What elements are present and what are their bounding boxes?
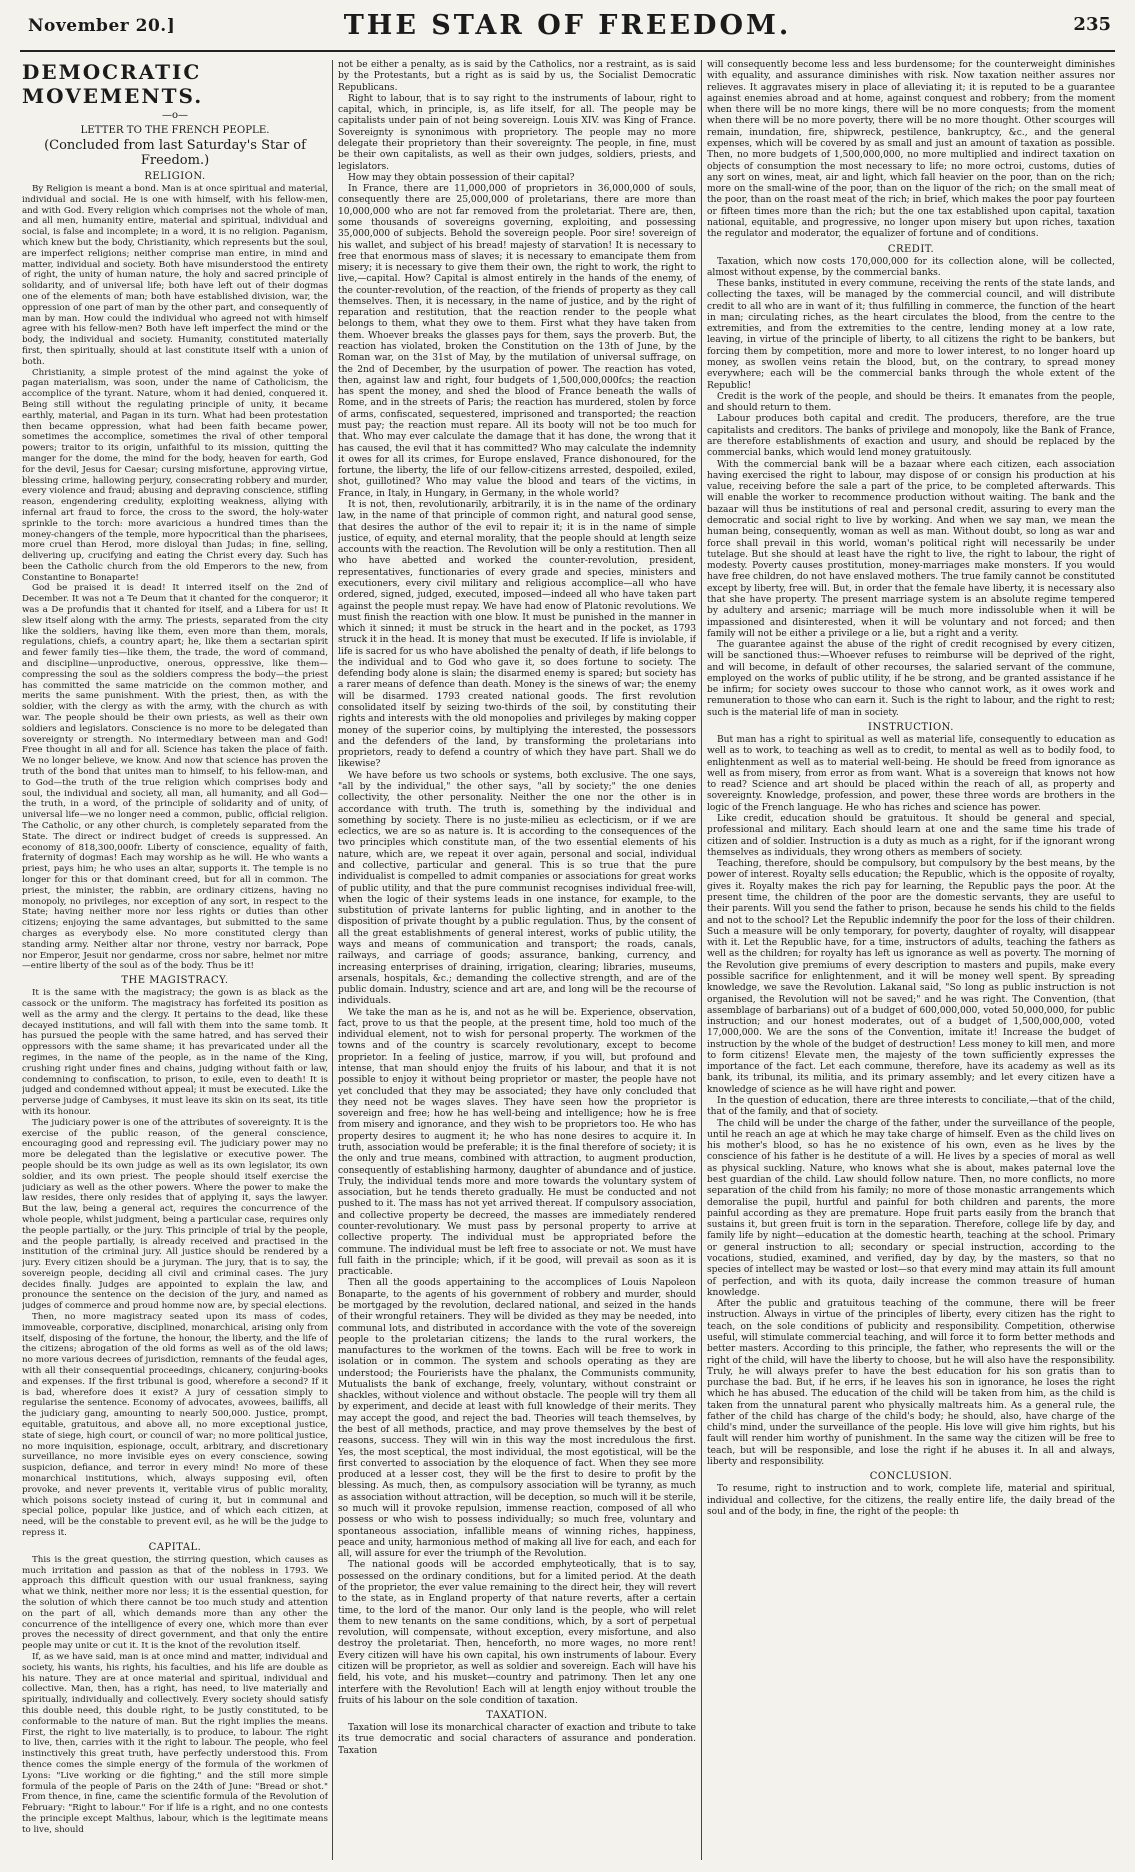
- paragraph: By Religion is meant a bond. Man is at once spiritual and material, individual and social. He is one with himself, with his fellow-men, and with God. Every religion which comprises not the whole of man, and all men, humanity entire, material and spiritual, individual and social, is false and incomplete; in a word, it is no religion. Paganism, which knew but the body, Christianity, which represents but the soul, are imperfect religions; neither comprise man entire, in mind and matter, individual and society. Both have misunderstood the entirety of right, the unity of human nature, the holy and sacred principle of solidarity, and of universal life; both have left out of their dogmas one of the elements of man; both have established division, war, the oppression of one part of man by the other part, and consequently of man by man. How could the individual who agreed not with himself agree with his fellow-men? Both have left imperfect the mind or the body, the individual and society. Humanity, constituted materially first, then spiritually, should at last constitute itself with a union of both.: [22, 184, 328, 367]
- paragraph: After the public and gratuitous teaching of the commune, there will be freer instruction. Always in virtue of the principles of liberty, every citizen has the right to teach, on the sole conditions of publicity and responsibility. Competition, otherwise useful, will stimulate commercial teaching, and will force it to form better methods and better masters. According to this principle, the father, who represents the will or the right of the child, will have the liberty to choose, but he will also have the responsibility. Truly, he will always prefer to have the best education for his son gratis than to purchase the bad. But, if he errs, if he leaves his son in ignorance, he loses the right which he has abused. The education of the child will be taken from him, as the child is taken from the unnatural parent who physically maltreats him. As a general rule, the father of the child has charge of the child's body; he should, also, have charge of the child's mind, under the surveillance of the people. His love will give him rights, but his fault will render him worthy of punishment. In the same way the citizen will be free to teach, but will be responsible, and lose the right if he abuses it. In all and always, liberty and responsibility.: [707, 1299, 1115, 1468]
- heading-credit: CREDIT.: [887, 243, 935, 255]
- paragraph: But man has a right to spiritual as well as material life, consequently to education as well as to work, to teaching as well as to credit, to mental as well as to bodily food, to enlightenment as well as to material well-being. He should be freed from ignorance as well as from misery, from error as from want. What is a sovereign that knows not how to read? Science and art should be placed within the reach of all, as property and sovereignty. Knowledge, profession, and power, these three words are brothers in the logic of the French language. He who has riches and science has power.: [707, 735, 1115, 813]
- column-divider: [332, 60, 333, 1860]
- paragraph: Teaching, therefore, should be compulsory, but compulsory by the best means, by the power of interest. Royalty sells education; the Republic, which is the opposite of royalty, gives it. Royalty makes the rich pay for learning, the Republic pays the poor. At the present time, the children of the poor are the domestic servants, they are useful to their parents. Will you send the father to prison, because he sends his child to the fields and not to the school? Let the Republic indemnify the poor for the loss of their children. Such a measure will be only temporary, for poverty, daughter of royalty, will disappear with it. Let the Republic have, for a time, instructors of adults, teaching the fathers as well as the children; for royalty has left us ignorance as well as poverty. The morning of the Revolution give premiums of every description to masters and pupils, make every possible sacrifice for enlightenment, and it will be money well spent. By spreading knowledge, we save the Revolution. Lakanal said, "So long as public instruction is not organised, the Revolution will not be saved;" and he was right. The Convention, (that assemblage of barbarians) out of a budget of 600,000,000, voted 50,000,000, for public instruction; and our honest moderates, out of a budget of 1,500,000,000, voted 17,000,000. We are the sons of the Convention, imitate it! Increase the budget of instruction by the whole of the budget of destruction! Less money to kill men, and more to form citizens! Elevate men, the majesty of the town sufficiently expresses the importance of the fact. Let each commune, therefore, have its academy as well as its bank, its tribunal, its militia, and its primary assembly; and let every citizen have a knowledge of science as he will have right and power.: [707, 859, 1115, 1095]
- paragraph: Like credit, education should be gratuitous. It should be general and special, professional and military. Each should learn at one and the same time his trade of citizen and of soldier. Instruction is a duty as much as a right, for if the ignorant wrong themselves as individuals, they wrong others as members of society.: [707, 814, 1115, 858]
- paragraph: With the commercial bank will be a bazaar where each citizen, each association having exercised the right to labour, may dispose of or consign his production at his value, receiving before the sale a part of the price, to be completed afterwards. This will enable the worker to recommence production without waiting. The bank and the bazaar will thus be institutions of real and personal credit, assuring to every man the democratic and social right to live by working. And when we say man, we mean the human being, consequently, woman as well as man. Without doubt, so long as war and force shall prevail in this world, woman's political right will necessarily be under tutelage. But she should at least have the right to live, the right to labour, the right of modesty. Poverty causes prostitution, money-marriages make monsters. If you would have free children, do not have enslaved mothers. The true family cannot be constituted except by liberty, free will. But, in order that the female have liberty, it is necessary also that she have property. The present marriage system is an absolute regime tempered by adultery and arsenic; marriage will be much more indissoluble when it will be impassioned and disinterested, when it will be voluntary and not forced; and then family will not be either a privilege or a lie, but a right and a verity.: [707, 459, 1115, 639]
- paragraph: To resume, right to instruction and to work, complete life, material and spiritual, individual and collective, for the citizens, the really entire life, the daily bread of the soul and of the body, in fine, the right of the people: th: [707, 1484, 1115, 1517]
- column-3: [707, 60, 1115, 1860]
- header-rule: [20, 50, 1115, 52]
- paragraph: The guarantee against the abuse of the right of credit recognised by every citizen, will be sanctioned thus:—Whoever refuses to reimburse will be deprived of the right, and will become, in default of other recourses, the salaried servant of the commune, employed on the works of public utility, if he be strong, and be granted assistance if he be infirm; for society owes succour to those who cannot work, as it owes work and remuneration to those who can earn it. Such is the right to labour, and the right to rest; such is the material life of man in society.: [707, 640, 1115, 718]
- paragraph: Right to labour, that is to say right to the instruments of labour, right to capital, which, in principle, is, as life itself, for all. The people may be capitalists under pain of not being sovereign. Louis XIV. was King of France. Sovereignty is synonimous with proprietory. The people may no more delegate their proprietory than their sovereignty. The people, in fine, must be their own capitalists, as well as their own judges, soldiers, priests, and legislators.: [338, 93, 696, 172]
- paragraph: We take the man as he is, and not as he will be. Experience, observation, fact, prove to us that the people, at the present time, hold too much of the individual element, not to wish for personal property. The workmen of the towns and of the country is scarcely revolutionary, except to become proprietor. In a feeling of justice, marrow, if you will, but profound and intense, that man should enjoy the fruits of his labour, and that it is not possible to enjoy it without being proprietor or master, the people have not yet concluded that they may be associated; they have only concluded that they need not be wages slaves. They have seen how the proprietor is sovereign and free; how he has well-being and intelligence; how he is free from misery and ignorance, and they wish to be proprietors too. He who has property desires to augment it; he who has none desires to acquire it. In truth, association would be preferable; it is the final therefore of society; it is the only and true means, combined with attraction, to augment production, consequently of establishing harmony, daughter of abundance and of justice. Truly, the individual tends more and more towards the voluntary system of association, but he tends thereto gradually. He must be conducted and not pushed to it. The mass has not yet arrived thereat. If compulsory association, and collective property be decreed, the masses are immediately rendered counter-revolutionary. We must pass by personal property to arrive at collective property. The individual must be appropriated before the commune. The individual must be left free to associate or not. We must have full faith in the principle; which, if it be good, will prevail as soon as it is practicable.: [338, 1007, 696, 1278]
- paragraph: Then, no more magistracy seated upon its mass of codes, immoveable, corporative, disciplined, monarchical, arising only from itself, disposing of the fortune, the honour, the liberty, and the life of the citizens; abrogation of the old forms as well as of the old laws; no more various decrees of jurisdiction, remnants of the feudal ages, with all their consequential proceedings, chicanery, conjuring-books and expenses. If the first tribunal is good, wherefore a second? If it is bad, wherefore does it exist? A jury of cessation simply to regularise the sentence. Economy of advocates, avowees, bailiffs, all the judiciary gang, amounting to nearly 500,000. Justice, prompt, equitable, gratuitous, and above all, no more exceptional justice, state of siege, high court, or council of war; no more political justice, no more inquisition, espionage, occult, arbitrary, and discretionary surveillance, no more invisible eyes on every conscience, sowing suspicion, defiance, and terror in every mind! No more of these monarchical institutions, which, always supposing evil, often provoke, and never prevents it, veritable virus of public morality, which poisons society instead of curing it, but in communal and special police, popular like justice, and of which each citizen, at need, will be the constable to prevent evil, as he will be the judge to repress it.: [22, 1312, 328, 1539]
- letter-subtitle: (Concluded from last Saturday's Star of Freedom.): [44, 138, 306, 168]
- paragraph: The judiciary power is one of the attributes of sovereignty. It is the exercise of the public reason, of the general conscience, encouraging good and repressing evil. The judiciary power may no more be delegated than the legislative or executive power. The people should be its own judge as well as its own legislator, its own soldier, and its own priest. The people should itself exercise the judiciary as well as the other powers. Where the power to make the law resides, there only resides that of applying it, says the lawyer. But the law, being a general act, requires the concurrence of the whole people, whilst judgment, being a particular case, requires only the people partially, or the jury. This principle of trial by the people, and the people partially, is already received and practised in the institution of the criminal jury. All justice should be rendered by a jury. Every citizen should be a juryman. The jury, that is to say, the sovereign people, deciding all civil and criminal cases. The jury decides finally. Judges are appointed to explain the law, and pronounce the sentence on the decision of the jury, and named as judges of commerce and proud homme now are, by special elections.: [22, 1117, 328, 1312]
- issue-date: November 20.]: [28, 16, 176, 36]
- paragraph: We have before us two schools or systems, both exclusive. The one says, "all by the individual," the other says, "all by society;" the one denies collectivity, the other personality. Neither the one nor the other is in accordance with truth. The truth is, something by the individual and something by society. There is no juste-milieu as eclecticism, or if we are eclectics, we are so as nature is. It is according to the consequences of the two principles which constitute man, of the two essential elements of his nature, which are, we repeat it over again, personal and social, individual and collective, particular and general. This is so true that the pure individualist is compelled to admit companies or associations for great works of public utility, and that the pure communist recognises individual free-will, when the logic of their systems leads in one instance, for example, to the substitution of private lanterns for public lighting, and in another to the disposition of private thought by a public regulation. Thus, by the consent of all the great establishments of general interest, works of public utility, the ways and means of communication and transport; the roads, canals, railways, and carriage of goods; assurance, banking, currency, and increasing enterprises of draining, irrigation, clearing; libraries, museums, arsenals, hospitals, &c.; demanding the collective strength, and are of the public domain. Industry, science and art are, and long will be the recourse of individuals.: [338, 770, 696, 1007]
- paragraph: God be praised it is dead! It interred itself on the 2nd of December. It was not a Te Deum that it chanted for the conqueror; it was a De profundis that it chanted for itself, and a Libera for us! It slew itself along with the army. The priests, separated from the city like the soldiers, having like them, even more than them, morals, regulations, chiefs, a country apart; he, like them a sectarian spirit and fewer family ties—like them, the trade, the word of command, and discipline—unproductive, onerous, oppressive, like them—compressing the soul as the soldiers compress the body—the priest has committed the same matricide on the common mother, and merits the same punishment. With the priest, then, as with the soldier, with the clergy as with the army, with the church as with war. The people should be their own priests, as well as their own soldiers and legislators. Conscience is no more to be delegated than sovereignty or strength. No intermediary between man and God! Free thought in all and for all. Science has taken the place of faith. We no longer believe, we know. And now that science has proven the truth of the bond that unites man to himself, to his fellow-man, and to God—the truth of the true religion which comprises body and soul, the individual and society, all man, all humanity, and all God—the truth, in a word, of the principle of solidarity and of unity, of universal life—we no longer need a common, public, official religion. The Catholic, or any other church, is completely separated from the State. The direct or indirect budget of creeds is suppressed. An economy of 818,300,000fr. Liberty of conscience, equality of faith, fraternity of dogmas! Each may worship as he will. He who wants a priest, pays him; he who uses an altar, supports it. The temple is no longer for this or that dominant creed, but for all in common. The priest, the minister, the rabbin, are ordinary citizens, having no monopoly, no privileges, nor exception of any sort, in respect to the State; having neither more nor less rights or duties than other citizens; enjoying the same advantages, but submitted to the same charges as everybody else. No more constituted clergy than standing army. Neither altar nor throne, vestry nor barrack, Pope nor Emperor, Jesuit nor gendarme, cross nor sabre, helmet nor mitre—entire liberty of the soul as of the body. Thus be it!: [22, 583, 328, 972]
- paragraph: These banks, instituted in every commune, receiving the rents of the state lands, and collecting the taxes, will be managed by the commercial council, and will distribute credit to all who are in want of it; thus fulfilling in commerce, the function of the heart in man; circulating riches, as the heart circulates the blood, from the centre to the extremities, and from the extremities to the centre, lending money at a low rate, leaving, in virtue of the principle of liberty, to all citizens the right to be bankers, but forcing them by competition, more and more to lower interest, to no longer hoard up money, as swollen veins retain the blood, but, on the contrary, to spread money everywhere; each will be the commercial banks through the whole extent of the Republic!: [707, 279, 1115, 391]
- paragraph: It is the same with the magistracy; the gown is as black as the cassock or the uniform. The magistracy has forfeited its position as well as the army and the clergy. It pertains to the dead, like these decayed institutions, and will fall with them into the same tomb. It has pursued the people with the same hatred, and has served their oppressors with the same shame; it has prevaricated under all the regimes, in the name of the people, as in the name of the King, crushing right under fines and chains, judging without faith or law, condemning to confiscation, to prison, to exile, even to death! It is judged and condemned without appeal; it must be executed. Like the perverse judge of Cambyses, it must leave its skin on its seat, its title with its honour.: [22, 988, 328, 1117]
- letter-title: LETTER TO THE FRENCH PEOPLE.: [80, 125, 270, 136]
- paragraph: This is the great question, the stirring question, which causes as much irritation and passion as that of the nobless in 1793. We approach this difficult question with our usual frankness, saying what we think, neither more nor less; it is the essential question, for the solution of which there cannot be too much study and attention on the part of all, which demands more than any other the concurrence of the intelligence of every one, which more than ever proves the necessity of direct government, and that only the entire people may unite or cut it. It is the knot of the revolution itself.: [22, 1554, 328, 1652]
- heading-taxation: TAXATION.: [486, 1710, 548, 1722]
- paragraph: Taxation, which now costs 170,000,000 for its collection alone, will be collected, almost without expense, by the commercial banks.: [707, 256, 1115, 278]
- paragraph: In the question of education, there are three interests to conciliate,—that of the child, that of the family, and that of society.: [707, 1096, 1115, 1118]
- heading-conclusion: CONCLUSION.: [869, 1471, 953, 1483]
- paragraph: Christianity, a simple protest of the mind against the yoke of pagan materialism, was soon, under the name of Catholicism, the accomplice of the tyrant. Nature, whom it had denied, conquered it. Being still without the regulating principle of unity, it became earthly, material, and Pagan in its turn. What had been protestation then became oppression, what had been faith became power, sometimes the accomplice, sometimes the rival of other temporal powers; traitor to its origin, unfaithful to its mission, quitting the manger for the dome, the mind for the body, heaven for earth, God for the devil, Jesus for Caesar; cursing misfortune, approving virtue, blessing crime, hallowing perjury, consecrating robbery and murder, every violence and fraud; abusing and depraving conscience, stifling reason, engendering credulity, exploiting weakness, allying with infernal art fraud to force, the cross to the sword, the holy-water sprinkle to the torch: more avaricious a hundred times than the money-changers of the temple, more hypocritical than the pharisees, more cruel than Herod, more disloyal than Judas; in fine, selling, delivering up, crucifying and eating the Christ every day. Such has been the Catholic church from the old Emperors to the new, from Constantine to Bonaparte!: [22, 367, 328, 583]
- paragraph: not be either a penalty, as is said by the Catholics, nor a restraint, as is said by the Protestants, but a right as is said by us, the Socialist Democratic Republicans.: [338, 60, 696, 93]
- paragraph: Labour produces both capital and credit. The producers, therefore, are the true capitalists and creditors. The banks of privilege and monopoly, like the Bank of France, are therefore establishments of exaction and usury, and should be replaced by the commercial banks, which would lend money gratuitously.: [707, 414, 1115, 459]
- paragraph: Credit is the work of the people, and should be theirs. It emanates from the people, and should return to them.: [707, 391, 1115, 414]
- paragraph: In France, there are 11,000,000 of proprietors in 36,000,000 of souls, consequently there are 25,000,000 of proletarians, there are more than 10,000,000 who are not far removed from the proletariat. There are, then, some thousands of sovereigns governing, exploiting, and possessing 35,000,000 of subjects. Behold the sovereign people. Poor sire! sovereign of his wallet, and subject of his bread! majesty of starvation! It is necessary to free that enormous mass of slaves; it is necessary to emancipate them from misery; it is necessary to give them their own, the right to work, the right to live,—capital. How? Capital is almost entirely in the hands of the enemy, of the counter-revolution, of the reaction, of the friends of property as they call themselves. Then, it is necessary, in the name of justice, and by the right of reparation and restitution, that the reaction render to the people what belongs to them, what they owe to them. First what they have taken from them. Whoever breaks the glasses pays for them, says the proverb. But, the reaction has violated, broken the Constitution on the 13th of June, by the Roman war, on the 31st of May, by the mutilation of universal suffrage, on the 2nd of December, by the usurpation of power. The reaction has voted, then, against law and right, four budgets of 1,500,000,000fcs; the reaction has spent the money, and shed the blood of France beneath the walls of Rome, and in the streets of Paris; the reaction has murdered, stolen by force of arms, confiscated, sequestered, imprisoned and transported; the reaction must pay; the reaction must repare. All its booty will not be too much for that. Who may ever calculate the damage that it has done, the wrong that it has caused, the evil that it has committed? Who may calculate the indemnity it owes for all its crimes, for Europe enslaved, France dishonoured, for the fortune, the liberty, the life of our fellow-citizens arrested, despoiled, exiled, shot, guillotined? Who may value the blood and tears of the victims, in France, in Italy, in Hungary, in Germany, in the whole world?: [338, 184, 696, 499]
- paragraph: The national goods will be accorded emphyteotically, that is to say, possessed on the ordinary conditions, but for a limited period. At the death of the proprietor, the ever value remaining to the direct heir, they will revert to the state, as in England property of that nature reverts, after a certain time, to the lord of the manor. Our only land is the people, who will relet them to new tenants on the same conditions, which, by a sort of perpetual revolution, will compensate, without exception, every misfortune, and also destroy the proletariat. Then, henceforth, no more wages, no more rent! Every citizen will have his own capital, his own instruments of labour. Every citizen will be proprietor, as well as soldier and sovereign. Each will have his field, his vote, and his musket—country and patrimony. Then let any one interfere with the Revolution! Each will at length enjoy without trouble the fruits of his labour on the sole condition of taxation.: [338, 1560, 696, 1706]
- masthead-title: THE STAR OF FREEDOM.: [343, 10, 792, 41]
- heading-instruction: INSTRUCTION.: [868, 722, 954, 734]
- heading-capital: CAPITAL.: [148, 1541, 202, 1553]
- paragraph: will consequently become less and less burdensome; for the counterweight diminishes with equality, and assurance diminishes with risk. Now taxation neither assures nor relieves. It aggravates misery in place of alleviating it; it is reputed to be a guarantee against enemies abroad and at home, against conquest and robbery; from the moment when there will be no more kings, there will be no more conquests; from the moment when there will be no more poverty, there will be no more thought. Other scourges will remain, inundation, fire, shipwreck, pestilence, bankruptcy, &c., and the general expenses, which will be covered by as small and just an amount of taxation as possible. Then, no more budgets of 1,500,000,000, no more multiplied and indirect taxation on objects of consumption the most necessary to life; no more octroi, customs, duties of any sort on wines, meat, air and light, which fall heavier on the poor, than on the rich; more on the small-wine of the poor, than on the liquor of the rich; on the small meat of the poor, than on the roast meat of the rich; in brief, which makes the poor pay fourteen or fifteen times more than the rich; but the one tax established upon capital, taxation national, equitable, and progressive, no longer upon misery but upon riches, taxation the regulator and moderator, the equalizer of fortune and of conditions.: [707, 60, 1115, 240]
- paragraph: How may they obtain possession of their capital?: [348, 172, 575, 183]
- page-header: [20, 10, 1115, 46]
- paragraph: If, as we have said, man is at once mind and matter, individual and society, his wants, his rights, his faculties, and his life are double as his nature. They are at once material and spiritual, individual and collective. Man, then, has a right, has need, to live materially and spiritually, individually and collectively. Every society should satisfy this double need, this double right, to be justly constituted, to be conformable to the nature of man. But the right implies the means. First, the right to live materially, is to produce, to labour. The right to live, then, carries with it the right to labour. The people, who feel instinctively this great truth, have perfectly understood this. From thence comes the simple energy of the formula of the workmen of Lyons: "Live working or die fighting," and the still more simple formula of the people of Paris on the 24th of June: "Bread or shot." From thence, in fine, came the scientific formula of the Revolution of February: "Right to labour." For if life is a right, and no one contests the principle except Malthus, labour, which is the legitimate means to live, should: [22, 1651, 328, 1835]
- column-divider: [701, 60, 702, 1860]
- section-ornament: —o—: [161, 110, 189, 121]
- section-title: DEMOCRATIC MOVEMENTS.: [22, 60, 204, 108]
- paragraph: It is not, then, revolutionarily, arbitrarily, it is in the name of the ordinary law, in the name of that principle of common right, and natural good sense, that desires the author of the evil to repair it; it is in the name of simple justice, of equity, and eternal morality, that the people should at length seize accounts with the reaction. The Revolution will be only a restitution. Then all who have abetted and worked the counter-revolution, president, representatives, functionaries of every grade and species, ministers and executioners, every civil military and religious accomplice—all who have ordered, signed, judged, executed, imposed—indeed all who have taken part against the people must repay. We have had enow of Platonic revolutions. We must finish the reaction with one blow. It must be punished in the manner in which it sinned; it must be struck in the heart and in the pocket, as 1793 struck it in the head. It is money that must be executed. If life is inviolable, if life is sacred for us who have abolished the penalty of death, if life belongs to the individual and to God who gave it, so does fortune to society. The defending body alone is slain; the disarmed enemy is spared; but society has a rarer means of defence than death. Money is the sinews of war; the enemy will be disarmed. 1793 created national goods. The first revolution consolidated itself by seizing two-thirds of the soil, by constituting their rights and interests with the old monopolies and privileges by making copper money of the superior coins, by multiplying the interested, the possessors and the defenders of the land, by transforming the proletarians into proprietors, ready to defend a country of which they have part. Shall we do likewise?: [338, 499, 696, 770]
- paragraph: Then all the goods appertaining to the accomplices of Louis Napoleon Bonaparte, to the agents of his government of robbery and murder, should be mortgaged by the revolution, declared national, and seized in the hands of their wrongful retainers. They will be divided as they may be needed, into communal lots, and distributed in accordance with the vote of the sovereign people to the proletarian citizens; the lands to the rural workers, the manufactures to the workmen of the towns. Each will be free to work in isolation or in common. The system and schools operating as they are understood; the Fourierists have the phalanx, the Communists community, Mutualists the bank of exchange, freely, voluntary, without constraint or shackles, without violence and without obstacle. The people will try them all by experiment, and decide at least with full knowledge of their merits. They may accept the good, and reject the bad. Theories will teach themselves, by the best of all methods, practice, and may prove themselves by the best of reasons, success. They will win in this way the most incredulous the first. Yes, the most sceptical, the most individual, the most egotistical, will be the first converted to association by the eloquence of fact. When they see more produced at a lesser cost, they will be the first to desire to profit by the blessing. As much, then, as compulsory association will be tyranny, as much as association without attraction, will be deception, so much will it be sterile, so much will it provoke repulsion, immense reaction, composed of all who possess or who wish to possess individually; so much free, voluntary and spontaneous association, infallible means of winning riches, happiness, peace and unity, harmonious method of making all live for each, and each for all, will assure for ever the triumph of the Revolution.: [338, 1278, 696, 1560]
- column-2: [338, 60, 696, 1860]
- heading-magistracy: THE MAGISTRACY.: [121, 975, 229, 987]
- column-1: [22, 60, 328, 1860]
- page-number: 235: [1073, 14, 1111, 35]
- paragraph: The child will be under the charge of the father, under the surveillance of the people, until he reach an age at which he may take charge of himself. Even as the child lives on his mother's blood, so has he no existence of his own, even as he lives by the conscience of his father is he destitute of a will. He lives by a species of moral as well as physical suckling. Nature, who knows what she is about, makes paternal love the best guardian of the child. Law should follow nature. Then, no more conflicts, no more separation of the child from his family; no more of those monastic arrangements which demoralise the pupil, hurtful and painful for both children and parents, the more painful according as they are premature. Hope fruit parts easily from the branch that sustains it, but green fruit is torn in the separation. Therefore, college life by day, and family life by night—education at the domestic hearth, teaching at the school. Primary or general instruction to all; secondary or special instruction, according to the vocations, studied, examined, and verified, day by day, by the masters, so that no species of intellect may be wasted or lost—so that every mind may attain its full amount of perfection, and with its quota, daily increase the common treasure of human knowledge.: [707, 1118, 1115, 1298]
- heading-religion: RELIGION.: [144, 171, 206, 182]
- paragraph: Taxation will lose its monarchical character of exaction and tribute to take its true democratic and social characters of assurance and ponderation. Taxation: [338, 1723, 696, 1756]
